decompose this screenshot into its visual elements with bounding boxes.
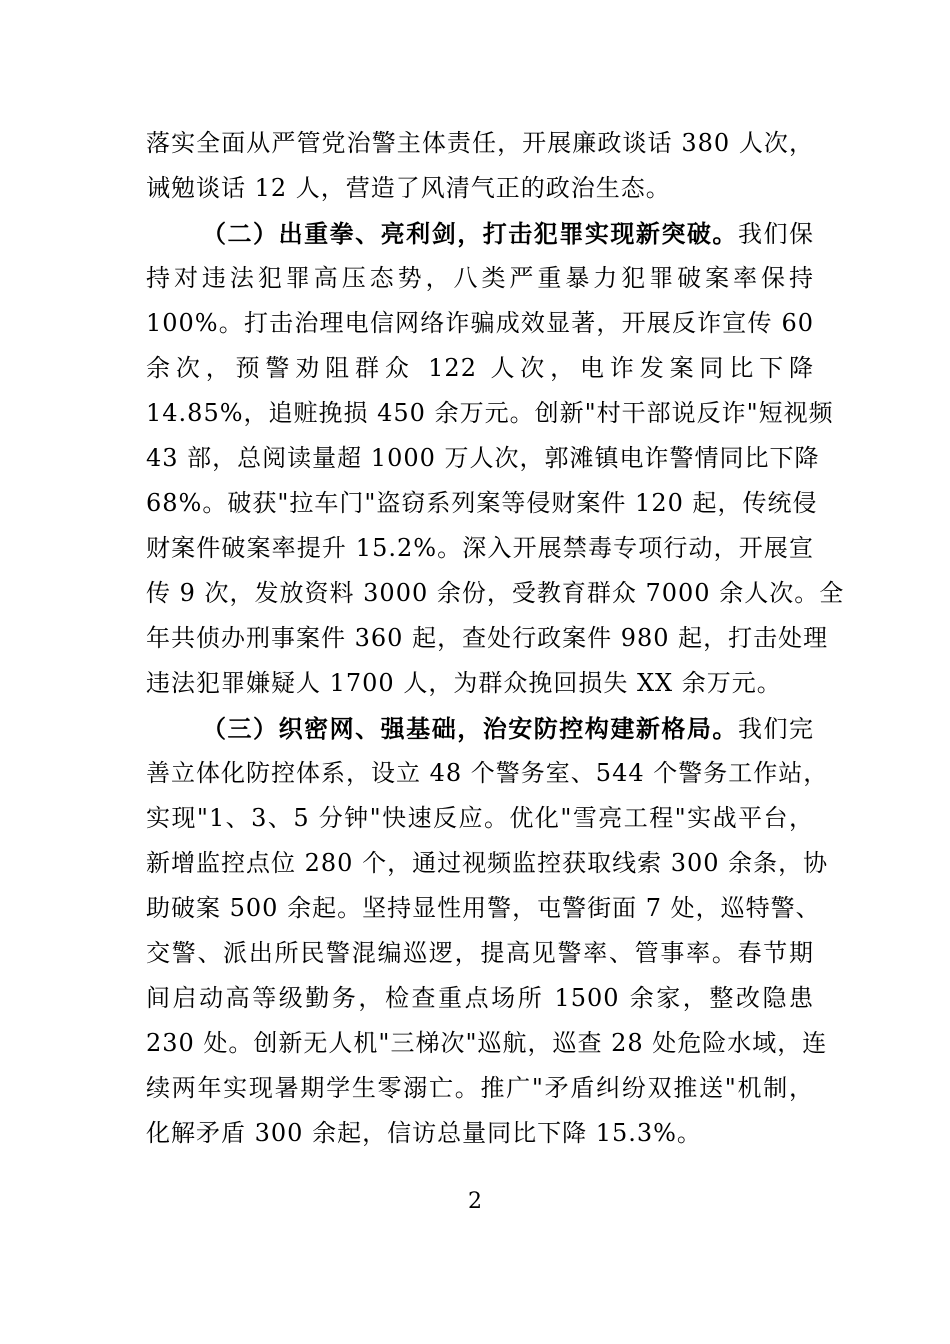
body-text <box>146 121 845 1156</box>
text-line: 违法犯罪嫌疑人 1700 人，为群众挽回损失 XX 余万元。 <box>146 669 782 697</box>
text-line: 实现"1、3、5 分钟"快速反应。优化"雪亮工程"实战平台， <box>146 804 814 832</box>
text-line: 落实全面从严管党治警主体责任，开展廉政谈话 380 人次， <box>146 129 814 157</box>
text-line: 财案件破案率提升 15.2%。深入开展禁毒专项行动，开展宣 <box>146 534 814 562</box>
text-line: 年共侦办刑事案件 360 起，查处行政案件 980 起，打击处理 <box>146 624 829 652</box>
text-line: 43 部，总阅读量超 1000 万人次，郭滩镇电诈警情同比下降 <box>146 444 820 472</box>
text-line: 余次，预警劝阻群众 122 人次，电诈发案同比下降 <box>146 354 814 382</box>
section-heading: （二）出重拳、亮利剑，打击犯罪实现新突破。 <box>202 219 738 248</box>
paragraph-first-line <box>146 211 814 256</box>
text-line: 传 9 次，发放资料 3000 余份，受教育群众 7000 余人次。全 <box>146 579 845 607</box>
section-heading: （三）织密网、强基础，治安防控构建新格局。 <box>202 714 738 743</box>
text-line: 68%。破获"拉车门"盗窃系列案等侵财案件 120 起，传统侵 <box>146 489 818 517</box>
text-line: 交警、派出所民警混编巡逻，提高见警率、管事率。春节期 <box>146 939 814 967</box>
text-line: 间启动高等级勤务，检查重点场所 1500 余家，整改隐患 <box>146 984 814 1012</box>
text-line: 230 处。创新无人机"三梯次"巡航，巡查 28 处危险水域，连 <box>146 1029 828 1057</box>
text-line: 诫勉谈话 12 人，营造了风清气正的政治生态。 <box>146 174 671 202</box>
text-fragment: 我们保 <box>737 220 815 248</box>
text-line: 化解矛盾 300 余起，信访总量同比下降 15.3%。 <box>146 1119 702 1147</box>
page-number: 2 <box>468 1189 482 1214</box>
text-line: 善立体化防控体系，设立 48 个警务室、544 个警务工作站， <box>146 759 829 787</box>
text-line: 新增监控点位 280 个，通过视频监控获取线索 300 余条，协 <box>146 849 829 877</box>
text-line: 续两年实现暑期学生零溺亡。推广"矛盾纠纷双推送"机制， <box>146 1074 814 1102</box>
text-fragment: 我们完 <box>737 715 815 743</box>
text-line: 14.85%，追赃挽损 450 余万元。创新"村干部说反诈"短视频 <box>146 399 834 427</box>
text-line: 持对违法犯罪高压态势，八类严重暴力犯罪破案率保持 <box>146 264 814 292</box>
text-line: 100%。打击治理电信网络诈骗成效显著，开展反诈宣传 60 <box>146 309 814 337</box>
paragraph-first-line <box>146 706 814 751</box>
text-line: 助破案 500 余起。坚持显性用警，屯警街面 7 处，巡特警、 <box>146 894 821 922</box>
